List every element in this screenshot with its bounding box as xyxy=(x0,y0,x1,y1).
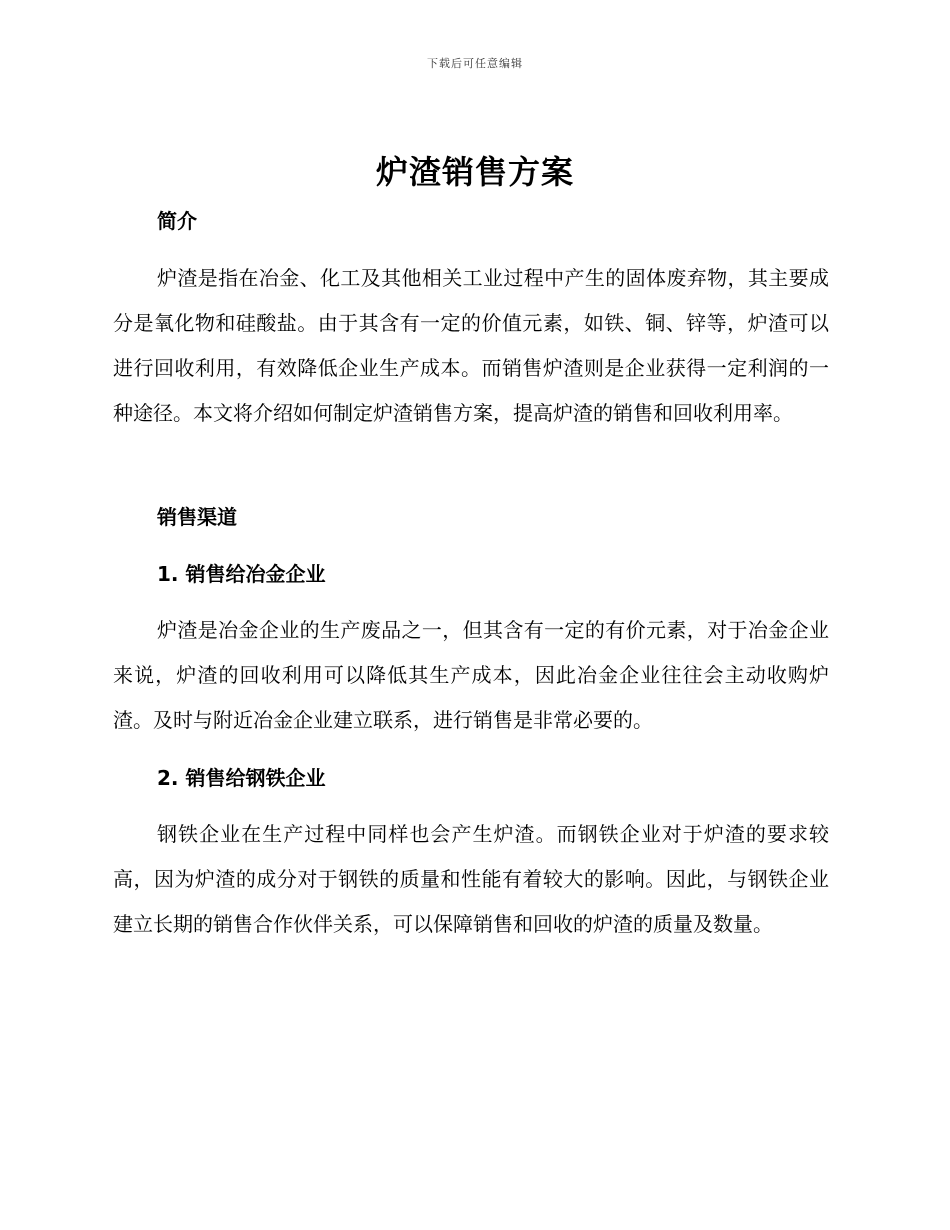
subsection-1-paragraph: 炉渣是冶金企业的生产废品之一，但其含有一定的有价元素，对于冶金企业来说，炉渣的回收利用可以降低其生产成本，因此冶金企业往往会主动收购炉渣。及时与附近冶金企业建立联系，进行销售是非常必要的。 xyxy=(113,618,829,732)
intro-heading: 简介 xyxy=(157,209,197,233)
page-header: 下载后可任意编辑 xyxy=(427,57,523,70)
subsection-2-heading: 2. 销售给钢铁企业 xyxy=(157,766,326,790)
sales-channels-heading: 销售渠道 xyxy=(157,505,237,529)
subsection-1-heading: 1. 销售给冶金企业 xyxy=(157,562,326,586)
subsection-2-paragraph: 钢铁企业在生产过程中同样也会产生炉渣。而钢铁企业对于炉渣的要求较高，因为炉渣的成分对于钢铁的质量和性能有着较大的影响。因此，与钢铁企业建立长期的销售合作伙伴关系，可以保障销售和回收的炉渣的质量及数量。 xyxy=(113,822,829,936)
document-title: 炉渣销售方案 xyxy=(375,153,574,191)
intro-paragraph: 炉渣是指在冶金、化工及其他相关工业过程中产生的固体废弃物，其主要成分是氧化物和硅酸盐。由于其含有一定的价值元素，如铁、铜、锌等，炉渣可以进行回收利用，有效降低企业生产成本。而销售炉渣则是企业获得一定利润的一种途径。本文将介绍如何制定炉渣销售方案，提高炉渣的销售和回收利用率。 xyxy=(113,266,829,425)
